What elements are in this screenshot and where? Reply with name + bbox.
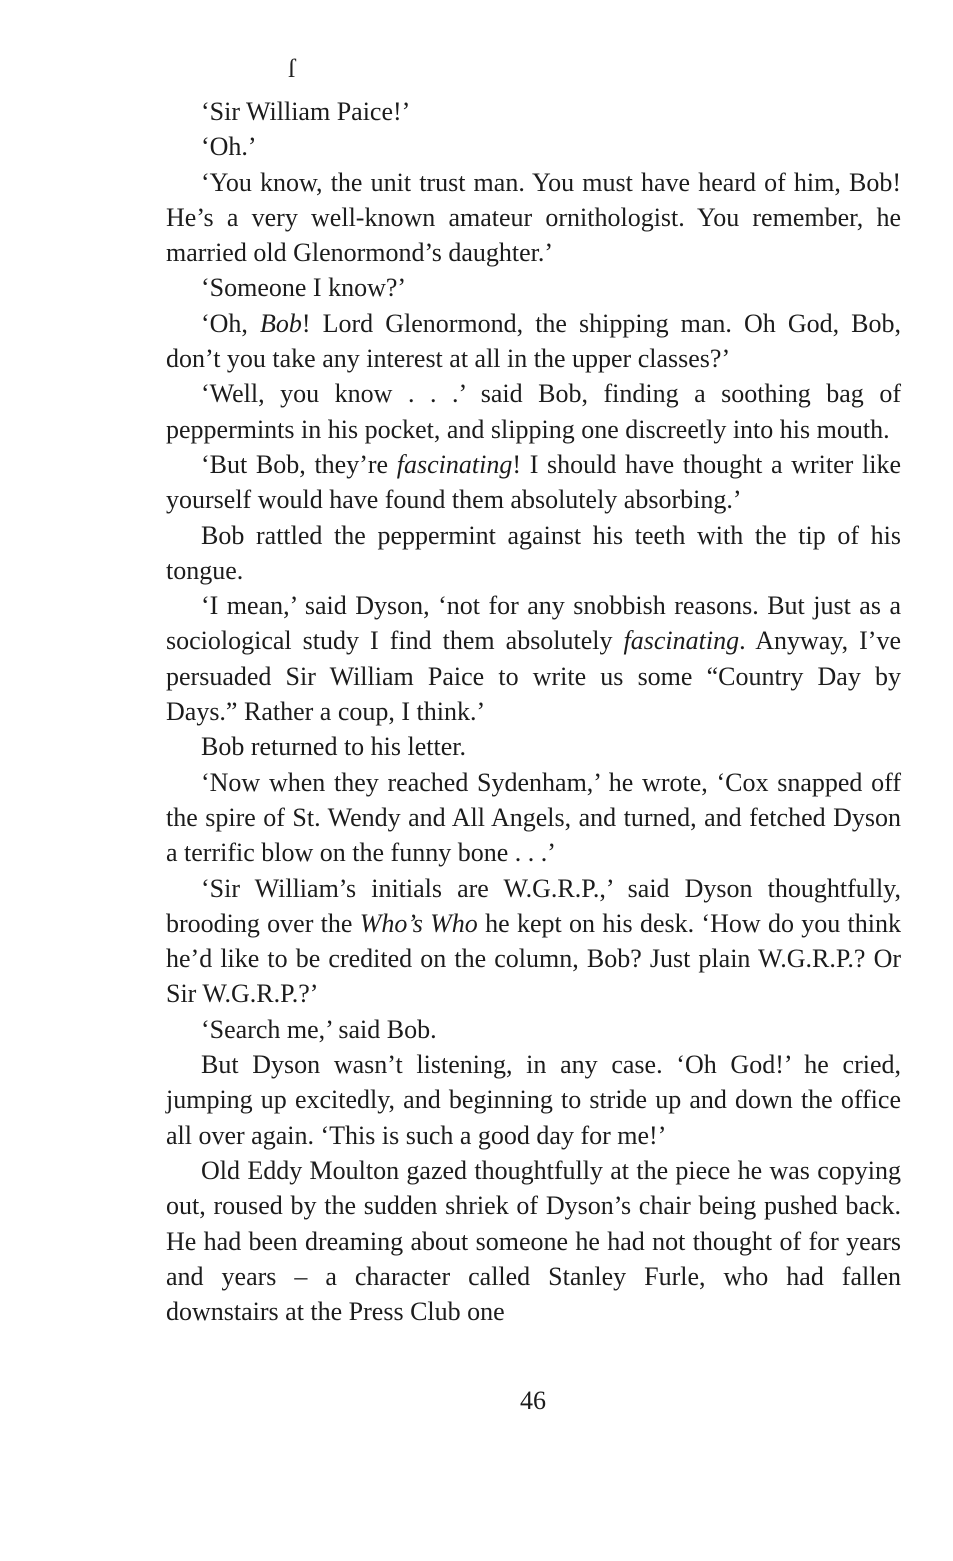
page-number: 46 [520, 1386, 546, 1415]
text-run: he kept on his desk. ‘How do you think he’d like to be credited on the column, Bob? Just plain W.G.R.P.? Or Sir W.G.R.P.?’ [166, 908, 902, 1009]
paragraph: Old Eddy Moulton gazed thoughtfully at the piece he was copying out, roused by the sudden shriek of Dyson’s chair being pushed back. He had been dreaming about someone he had not thought of for years and years – a character called Stanley Furle, who had fallen downstairs at the Press Club one [166, 1155, 901, 1327]
paragraph: ‘You know, the unit trust man. You must have heard of him, Bob! He’s a very well-known amateur ornithologist. You remember, he married old Glenormond’s daughter.’ [166, 167, 901, 268]
italic-run: Who’s Who [359, 908, 478, 938]
paragraph [166, 306, 901, 377]
paragraph [166, 588, 901, 729]
paragraph: Bob returned to his letter. [201, 732, 467, 762]
paragraph: But Dyson wasn’t listening, in any case. ‘Oh God!’ he cried, jumping up excitedly, and beginning to stride up and down the office all over again. ‘This is such a good day for me!’ [166, 1050, 901, 1150]
text-run: ! Lord Glenormond, the shipping man. Oh God, Bob, don’t you take any interest at all in the upper classes?’ [166, 308, 901, 374]
text-run: ‘Oh, [201, 308, 260, 338]
text-run: ‘But Bob, they’re [201, 449, 397, 479]
italic-run: Bob [260, 308, 302, 338]
paragraph: ‘Now when they reached Sydenham,’ he wrote, ‘Cox snapped off the spire of St. Wendy and All Angels, and turned, and fetched Dyson a terrific blow on the funny bone . . .’ [166, 767, 901, 868]
text-run: ! I should have thought a writer like yourself would have found them absolutely absorbing.’ [166, 449, 902, 515]
paragraph: Bob rattled the peppermint against his teeth with the tip of his tongue. [166, 520, 901, 585]
text-run: ‘Sir William’s initials are W.G.R.P.,’ said Dyson thoughtfully, brooding over the [166, 873, 901, 938]
paragraph [166, 447, 901, 518]
stray-mark: ſ [288, 54, 296, 83]
paragraph: ‘Well, you know . . .’ said Bob, finding a soothing bag of peppermints in his pocket, and slipping one discreetly into his mouth. [166, 379, 901, 444]
paragraph [166, 871, 901, 1012]
paragraph: ‘Someone I know?’ [201, 273, 407, 303]
paragraph: ‘Oh.’ [201, 132, 257, 162]
italic-run: fascinating [396, 449, 513, 479]
text-run: ‘I mean,’ said Dyson, ‘not for any snobbish reasons. But just as a sociological study I find them absolutely [166, 591, 901, 656]
italic-run: fascinating [623, 626, 740, 656]
text-run: . Anyway, I’ve persuaded Sir William Paice to write us some “Country Day by Days.” Rather a coup, I think.’ [166, 626, 901, 727]
paragraph: ‘Sir William Paice!’ [201, 97, 411, 126]
paragraph: ‘Search me,’ said Bob. [201, 1014, 437, 1044]
body-text [166, 94, 901, 1329]
